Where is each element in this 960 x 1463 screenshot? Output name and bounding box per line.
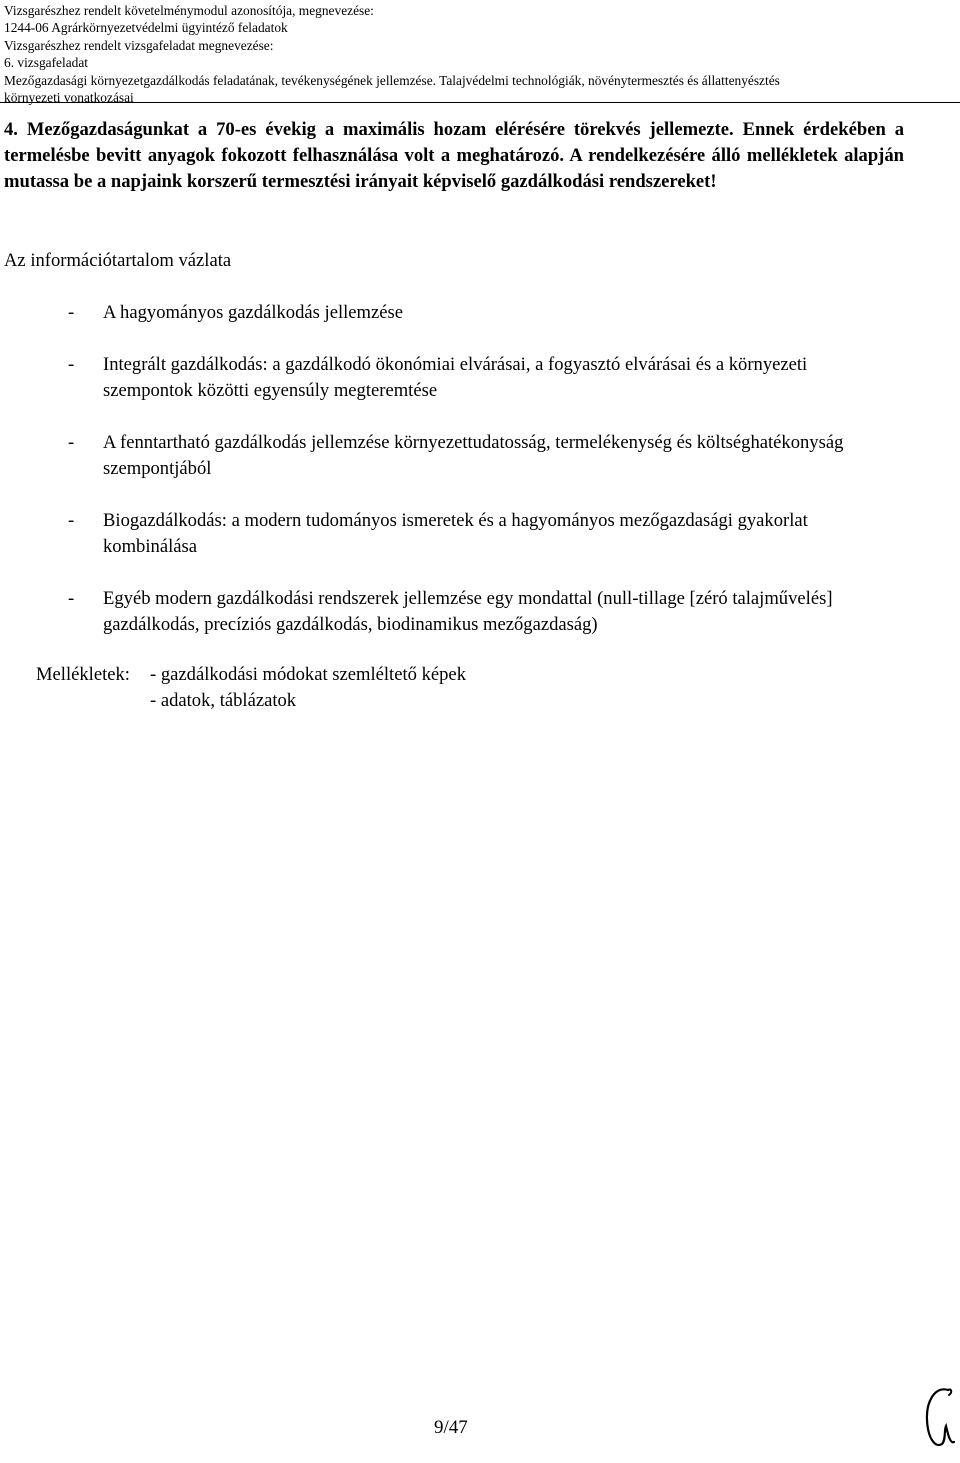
list-item: [68, 352, 888, 404]
list-dash: -: [68, 588, 75, 609]
document-header: [4, 2, 956, 106]
list-item-text: Integrált gazdálkodás: a gazdálkodó ökonómiai elvárásai, a fogyasztó elvárásai és a környezeti szempontok közötti egyensúly megteremtése: [103, 354, 808, 401]
header-line: Vizsgarészhez rendelt követelménymodul azonosítója, megnevezése:: [4, 3, 374, 18]
header-line: 6. vizsgafeladat: [4, 55, 89, 71]
list-item: [68, 586, 888, 638]
list-item-text: A fenntartható gazdálkodás jellemzése környezettudatosság, termelékenység és költséghatékonyság szempontjából: [103, 432, 844, 479]
list-item-text: A hagyományos gazdálkodás jellemzése: [103, 302, 403, 323]
header-line: Vizsgarészhez rendelt vizsgafeladat megnevezése:: [4, 37, 274, 53]
list-dash: -: [68, 302, 75, 323]
header-line: 1244-06 Agrárkörnyezetvédelmi ügyintéző feladatok: [4, 20, 288, 36]
attachment-item: - gazdálkodási módokat szemléltető képek: [150, 664, 466, 685]
list-item: [68, 300, 888, 326]
outline-title: Az információtartalom vázlata: [4, 250, 232, 271]
signature-icon: [918, 1382, 958, 1454]
header-divider: [0, 102, 960, 103]
page-number: 9/47: [434, 1417, 468, 1438]
list-item-text: Egyéb modern gazdálkodási rendszerek jellemzése egy mondattal (null-tillage [zéró talajművelés] gazdálkodás, precíziós gazdálkodás, biodinamikus mezőgazdaság): [103, 588, 833, 635]
list-dash: -: [68, 354, 75, 375]
list-item: [68, 508, 888, 560]
outline-list: [68, 300, 888, 664]
header-line: Mezőgazdasági környezetgazdálkodás feladatának, tevékenységének jellemzése. Talajvédelmi technológiák, növénytermesztés és állattenyésztés: [4, 72, 780, 88]
attachments-section: [36, 662, 466, 714]
list-dash: -: [68, 432, 75, 453]
attachment-item: - adatok, táblázatok: [150, 690, 297, 711]
task-statement: 4. Mezőgazdaságunkat a 70-es évekig a maximális hozam elérésére törekvés jellemezte. Ennek érdekében a termelésbe bevitt anyagok fokozott felhasználása volt a meghatározó. A rendelkezésére álló mellékletek alapján mutassa be a napjaink korszerű termesztési irányait képviselő gazdálkodási rendszereket!: [4, 119, 904, 193]
header-line: környezeti vonatkozásai: [4, 90, 134, 106]
attachments-label: Mellékletek:: [36, 664, 130, 685]
list-dash: -: [68, 510, 75, 531]
list-item: [68, 430, 888, 482]
list-item-text: Biogazdálkodás: a modern tudományos ismeretek és a hagyományos mezőgazdasági gyakorlat kombinálása: [103, 510, 808, 557]
